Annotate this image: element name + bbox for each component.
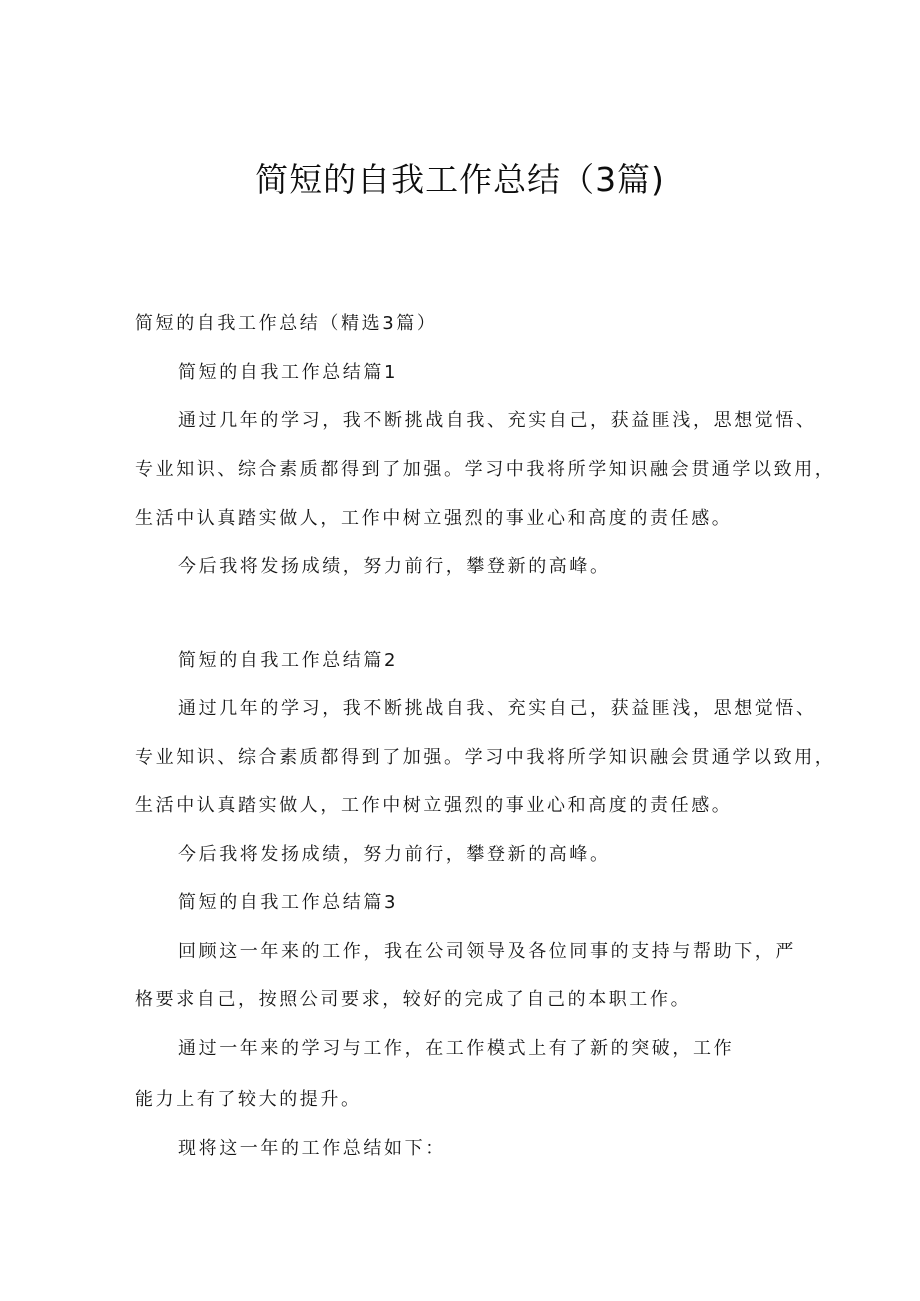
paragraph-line: 专业知识、综合素质都得到了加强。学习中我将所学知识融会贯通学以致用， xyxy=(135,459,836,480)
paragraph-line: 能力上有了较大的提升。 xyxy=(135,1089,362,1110)
section-heading: 简短的自我工作总结篇3 xyxy=(178,892,399,913)
paragraph-line: 通过几年的学习，我不断挑战自我、充实自己，获益匪浅，思想觉悟、 xyxy=(178,698,817,719)
paragraph-line: 现将这一年的工作总结如下： xyxy=(178,1138,446,1159)
paragraph-line: 专业知识、综合素质都得到了加强。学习中我将所学知识融会贯通学以致用， xyxy=(135,747,836,768)
subtitle-line: 简短的自我工作总结（精选3篇） xyxy=(135,313,438,334)
paragraph-line: 回顾这一年来的工作，我在公司领导及各位同事的支持与帮助下，严 xyxy=(178,941,796,962)
paragraph-line: 格要求自己，按照公司要求，较好的完成了自己的本职工作。 xyxy=(135,989,692,1010)
paragraph-line: 通过几年的学习，我不断挑战自我、充实自己，获益匪浅，思想觉悟、 xyxy=(178,410,817,431)
paragraph-line: 今后我将发扬成绩，努力前行，攀登新的高峰。 xyxy=(178,556,611,577)
section-heading: 简短的自我工作总结篇2 xyxy=(178,650,399,671)
paragraph-line: 生活中认真踏实做人，工作中树立强烈的事业心和高度的责任感。 xyxy=(135,795,733,816)
section-heading: 简短的自我工作总结篇1 xyxy=(178,362,399,383)
paragraph-line: 今后我将发扬成绩，努力前行，攀登新的高峰。 xyxy=(178,844,611,865)
paragraph-line: 通过一年来的学习与工作，在工作模式上有了新的突破，工作 xyxy=(178,1038,735,1059)
paragraph-line: 生活中认真踏实做人，工作中树立强烈的事业心和高度的责任感。 xyxy=(135,508,733,529)
document-title: 简短的自我工作总结（3篇) xyxy=(255,160,665,199)
